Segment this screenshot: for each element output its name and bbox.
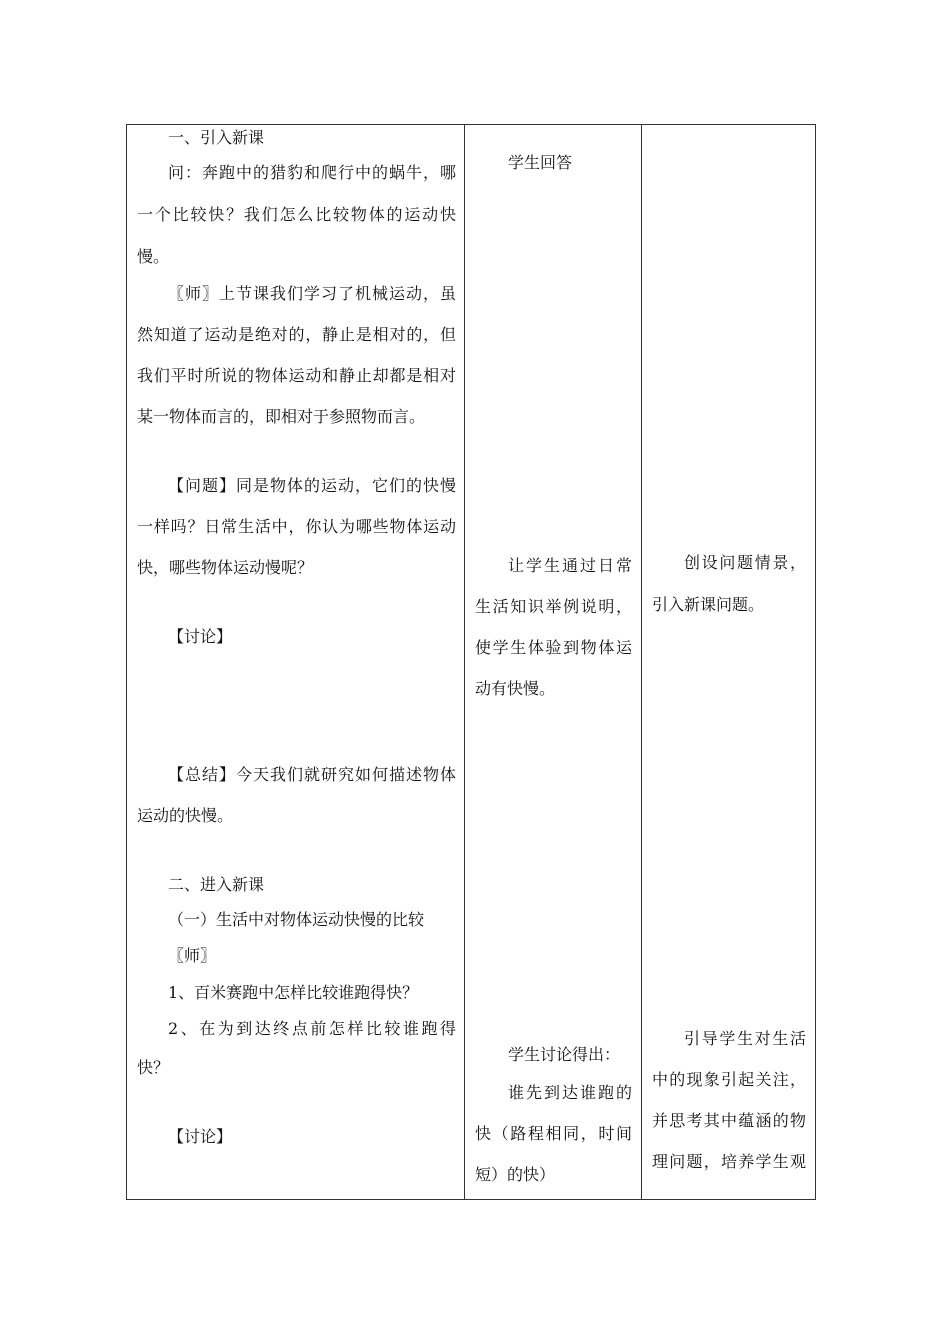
question-line: 一个比较快？我们怎么比较物体的运动快 bbox=[137, 205, 456, 224]
subsection-title: （一）生活中对物体运动快慢的比较 bbox=[168, 910, 425, 929]
teacher-line: 然知道了运动是绝对的，静止是相对的，但 bbox=[137, 325, 456, 344]
section-title-new-lesson: 二、进入新课 bbox=[168, 875, 265, 894]
design-intent-line: 引入新课问题。 bbox=[652, 595, 765, 614]
problem-line: 快，哪些物体运动慢呢？ bbox=[137, 558, 314, 577]
teacher-line: 我们平时所说的物体运动和静止却都是相对 bbox=[137, 366, 456, 385]
design-intent-line: 创设问题情景， bbox=[684, 553, 806, 572]
teacher-marker: 〖师〗 bbox=[168, 946, 217, 965]
discussion-heading: 【讨论】 bbox=[168, 1127, 233, 1146]
table-column-divider-2 bbox=[641, 124, 642, 1200]
design-intent-line: 并思考其中蕴涵的物 bbox=[652, 1111, 806, 1130]
summary-line: 运动的快慢。 bbox=[137, 806, 234, 825]
student-discussion-line: 短）的快） bbox=[475, 1165, 556, 1184]
student-discussion-line: 谁先到达谁跑的 bbox=[508, 1083, 632, 1102]
summary-line: 【总结】今天我们就研究如何描述物体 bbox=[168, 765, 456, 784]
student-activity-line: 动有快慢。 bbox=[475, 679, 556, 698]
teacher-line: 某一物体而言的，即相对于参照物而言。 bbox=[137, 407, 426, 426]
teacher-line: 〖师〗上节课我们学习了机械运动，虽 bbox=[168, 284, 456, 303]
question-2-line: 快？ bbox=[137, 1058, 170, 1077]
student-discussion-line: 快（路程相同，时间 bbox=[475, 1124, 632, 1143]
table-column-divider-1 bbox=[464, 124, 465, 1200]
question-2-line: 2、在为到达终点前怎样比较谁跑得 bbox=[168, 1019, 456, 1038]
student-discussion-result: 学生讨论得出： bbox=[508, 1045, 621, 1064]
student-activity-line: 生活知识举例说明， bbox=[475, 597, 632, 616]
discussion-heading: 【讨论】 bbox=[168, 627, 233, 646]
student-activity-line: 使学生体验到物体运 bbox=[475, 638, 632, 657]
student-answer: 学生回答 bbox=[508, 153, 573, 172]
design-intent-line: 理问题，培养学生观 bbox=[652, 1152, 806, 1171]
problem-line: 一样吗？日常生活中，你认为哪些物体运动 bbox=[137, 517, 456, 536]
design-intent-line: 引导学生对生活 bbox=[684, 1029, 806, 1048]
student-activity-line: 让学生通过日常 bbox=[508, 556, 632, 575]
design-intent-line: 中的现象引起关注， bbox=[652, 1070, 806, 1089]
problem-line: 【问题】同是物体的运动，它们的快慢 bbox=[168, 476, 456, 495]
question-line: 慢。 bbox=[137, 247, 170, 266]
section-title-intro: 一、引入新课 bbox=[168, 128, 265, 147]
question-1: 1、百米赛跑中怎样比较谁跑得快？ bbox=[168, 983, 419, 1002]
question-line: 问：奔跑中的猎豹和爬行中的蜗牛，哪 bbox=[168, 163, 456, 182]
